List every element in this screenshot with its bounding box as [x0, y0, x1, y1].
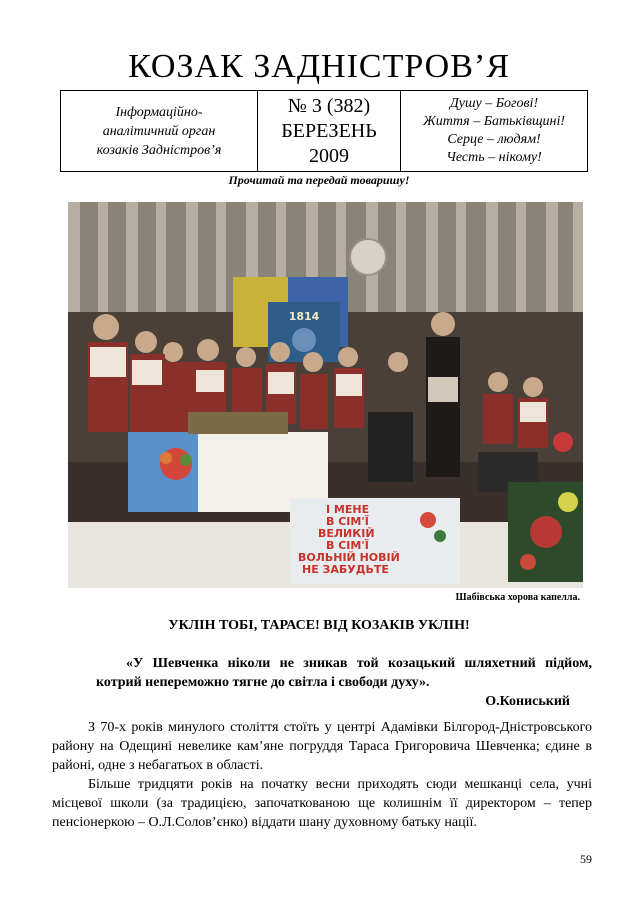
article-body	[52, 718, 592, 832]
motto-line: Життя – Батьківщині!	[422, 114, 566, 129]
choir-photo	[68, 202, 583, 588]
article-title: УКЛІН ТОБІ, ТАРАСЕ! ВІД КОЗАКІВ УКЛІН!	[168, 618, 470, 633]
description-line: Інформаційно-	[115, 104, 203, 120]
sign-line: В СІМ'Ї	[326, 539, 369, 552]
publication-description	[61, 91, 258, 171]
sign-line: І МЕНЕ	[326, 503, 370, 516]
banner-year: 1814	[288, 310, 320, 323]
photo-caption: Шабівська хорова капелла.	[455, 592, 580, 603]
slogan: Прочитай та передай товаришу!	[228, 173, 410, 187]
masthead-title: КОЗАК ЗАДНІСТРОВ’Я	[128, 48, 510, 85]
sign-line: ВОЛЬНІЙ НОВІЙ	[298, 551, 400, 564]
issue-month: БЕРЕЗЕНЬ	[281, 119, 377, 142]
issue-info	[258, 91, 401, 171]
epigraph	[96, 654, 592, 711]
issue-year: 2009	[309, 144, 349, 167]
header-box	[60, 90, 588, 172]
epigraph-quote: «У Шевченка ніколи не зникав той козацький шляхетний підйом, котрий непереможно тягне до світла і свободи духу».	[96, 656, 592, 690]
description-line: аналітичний орган	[102, 123, 216, 139]
issue-number: № 3 (382)	[287, 94, 371, 117]
article-paragraph: Більше тридцяти років на початку весни приходять сюди мешканці села, учні місцевої школи (за традицією, започаткованою ще колишнім її директором – тепер пенсіонеркою – О.Л.Солов’єнко) віддати шану духовному батьку нації.	[52, 777, 592, 830]
description-line: козаків Задністров’я	[96, 142, 222, 158]
motto	[401, 91, 587, 171]
sign-line: ВЕЛИКІЙ	[318, 527, 375, 540]
sign-line: НЕ ЗАБУДЬТЕ	[302, 563, 389, 576]
sign-line: В СІМ'Ї	[326, 515, 369, 528]
motto-line: Душу – Богові!	[449, 96, 539, 111]
epigraph-author: О.Кониський	[485, 694, 570, 709]
motto-line: Честь – нікому!	[446, 150, 542, 165]
article-paragraph: З 70-х років минулого століття стоїть у центрі Адамівки Білгород-Дністровського району на Одещині невелике кам’яне погруддя Тараса Григоровича Шевченка; єдине в районі, одне з небагатьох в області.	[52, 720, 592, 773]
page-number: 59	[580, 852, 592, 866]
motto-line: Серце – людям!	[447, 132, 541, 147]
